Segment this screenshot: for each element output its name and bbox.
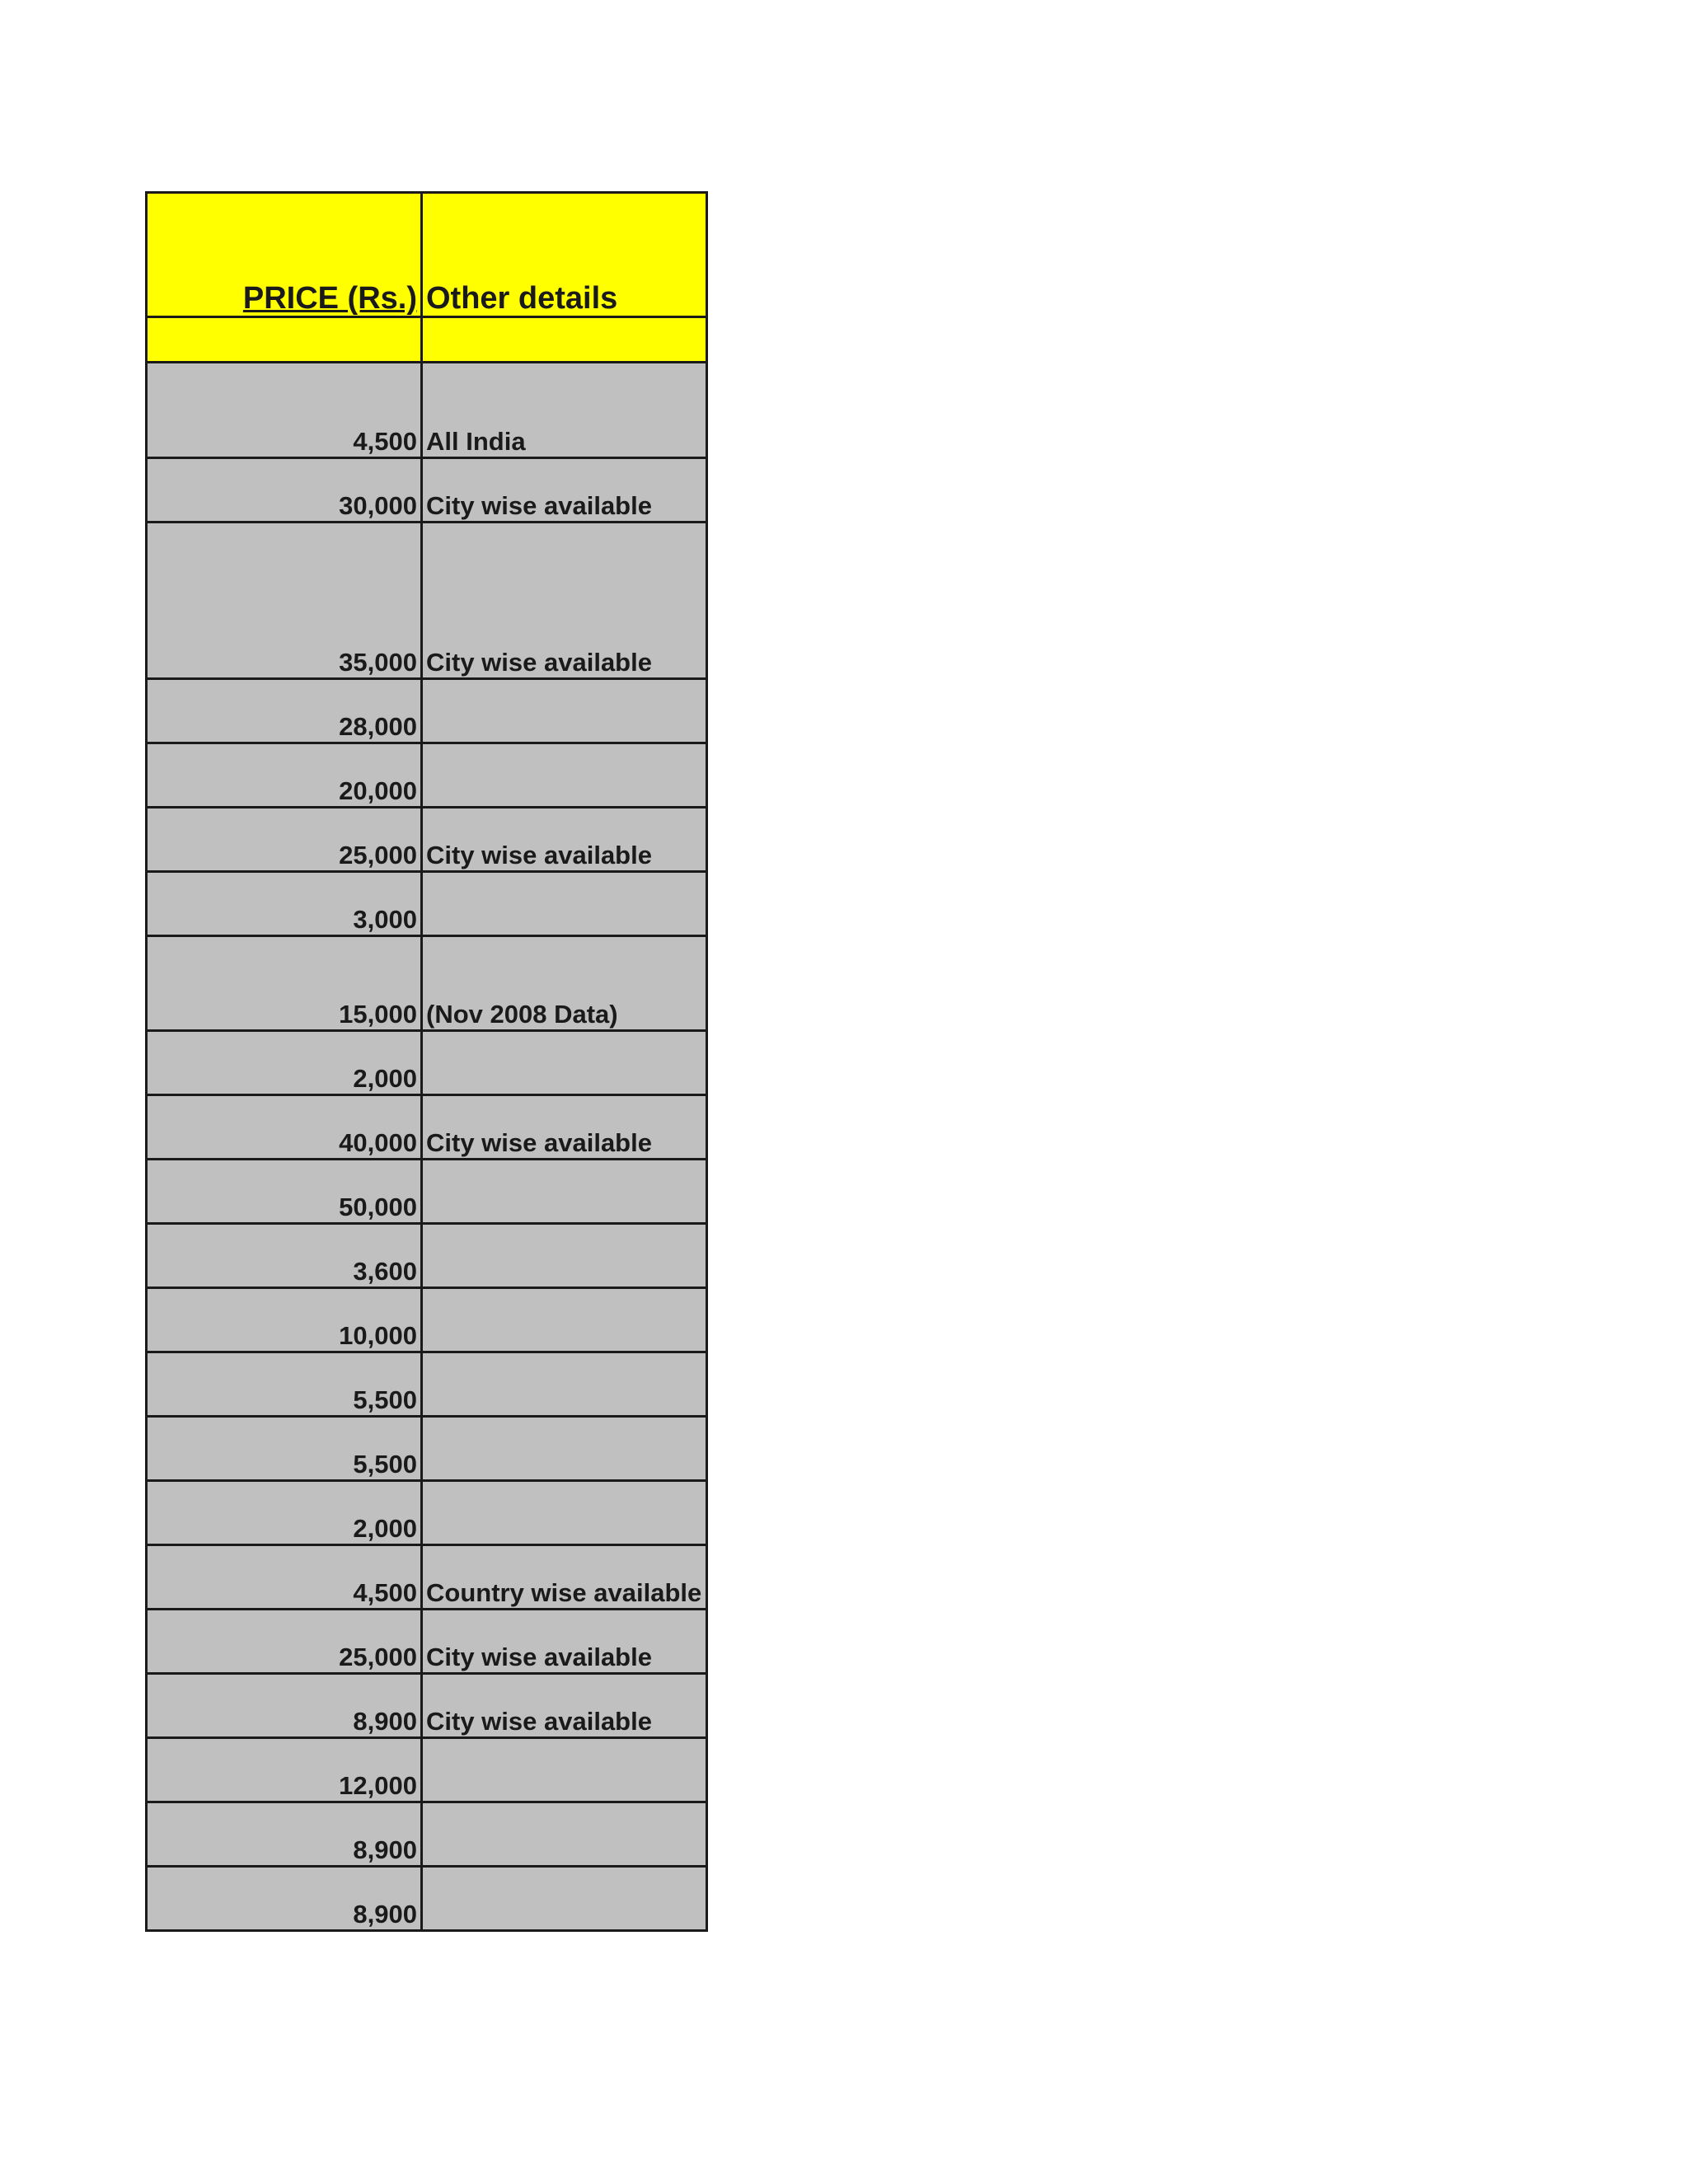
table-row	[147, 1417, 707, 1481]
table-row	[147, 1674, 707, 1738]
price-cell[interactable]: 10,000	[147, 1288, 422, 1352]
price-cell[interactable]: 20,000	[147, 743, 422, 808]
price-cell[interactable]: 30,000	[147, 458, 422, 523]
details-cell[interactable]: City wise available	[422, 808, 707, 872]
details-header-label: Other details	[426, 281, 618, 316]
table-row	[147, 1802, 707, 1867]
price-cell[interactable]: 2,000	[147, 1031, 422, 1095]
details-cell[interactable]	[422, 1352, 707, 1417]
details-cell[interactable]	[422, 1031, 707, 1095]
details-cell[interactable]: Country wise available	[422, 1545, 707, 1610]
details-header-cell[interactable]	[422, 193, 707, 317]
table-row	[147, 936, 707, 1031]
price-cell[interactable]: 35,000	[147, 523, 422, 679]
header-row	[147, 193, 707, 317]
table-row	[147, 679, 707, 743]
details-cell[interactable]	[422, 1802, 707, 1867]
table-row	[147, 363, 707, 458]
details-cell[interactable]: City wise available	[422, 1674, 707, 1738]
price-cell[interactable]: 8,900	[147, 1802, 422, 1867]
price-cell[interactable]: 3,000	[147, 872, 422, 936]
table-row	[147, 1288, 707, 1352]
price-cell[interactable]: 5,500	[147, 1417, 422, 1481]
empty-cell[interactable]	[147, 317, 422, 363]
price-cell[interactable]: 28,000	[147, 679, 422, 743]
details-cell[interactable]	[422, 679, 707, 743]
table-row	[147, 1867, 707, 1931]
details-cell[interactable]	[422, 1417, 707, 1481]
price-cell[interactable]: 25,000	[147, 808, 422, 872]
table-row	[147, 1352, 707, 1417]
price-cell[interactable]: 12,000	[147, 1738, 422, 1802]
table-row	[147, 808, 707, 872]
price-cell[interactable]: 8,900	[147, 1674, 422, 1738]
table-row	[147, 743, 707, 808]
table-row	[147, 1095, 707, 1160]
details-cell[interactable]	[422, 1867, 707, 1931]
table-row	[147, 523, 707, 679]
table-row	[147, 1545, 707, 1610]
price-header-label: PRICE (Rs.)	[242, 281, 417, 316]
details-cell[interactable]: City wise available	[422, 458, 707, 523]
price-cell[interactable]: 3,600	[147, 1224, 422, 1288]
details-cell[interactable]: City wise available	[422, 1095, 707, 1160]
details-cell[interactable]: City wise available	[422, 523, 707, 679]
details-cell[interactable]	[422, 1224, 707, 1288]
price-cell[interactable]: 40,000	[147, 1095, 422, 1160]
price-cell[interactable]: 4,500	[147, 1545, 422, 1610]
table-row	[147, 1031, 707, 1095]
price-cell[interactable]: 5,500	[147, 1352, 422, 1417]
details-cell[interactable]	[422, 1481, 707, 1545]
details-cell[interactable]	[422, 1738, 707, 1802]
price-cell[interactable]: 25,000	[147, 1610, 422, 1674]
table-row	[147, 872, 707, 936]
details-cell[interactable]: (Nov 2008 Data)	[422, 936, 707, 1031]
table-row	[147, 1224, 707, 1288]
details-cell[interactable]	[422, 872, 707, 936]
details-cell[interactable]	[422, 1288, 707, 1352]
table-row	[147, 1610, 707, 1674]
price-cell[interactable]: 2,000	[147, 1481, 422, 1545]
header-spacer-row	[147, 317, 707, 363]
table-row	[147, 1160, 707, 1224]
table-row	[147, 458, 707, 523]
price-cell[interactable]: 8,900	[147, 1867, 422, 1931]
details-cell[interactable]: All India	[422, 363, 707, 458]
price-cell[interactable]: 15,000	[147, 936, 422, 1031]
table-row	[147, 1481, 707, 1545]
price-table	[145, 191, 708, 1932]
details-cell[interactable]	[422, 1160, 707, 1224]
price-header-cell[interactable]	[147, 193, 422, 317]
details-cell[interactable]: City wise available	[422, 1610, 707, 1674]
price-cell[interactable]: 4,500	[147, 363, 422, 458]
empty-cell[interactable]	[422, 317, 707, 363]
details-cell[interactable]	[422, 743, 707, 808]
table-row	[147, 1738, 707, 1802]
price-cell[interactable]: 50,000	[147, 1160, 422, 1224]
